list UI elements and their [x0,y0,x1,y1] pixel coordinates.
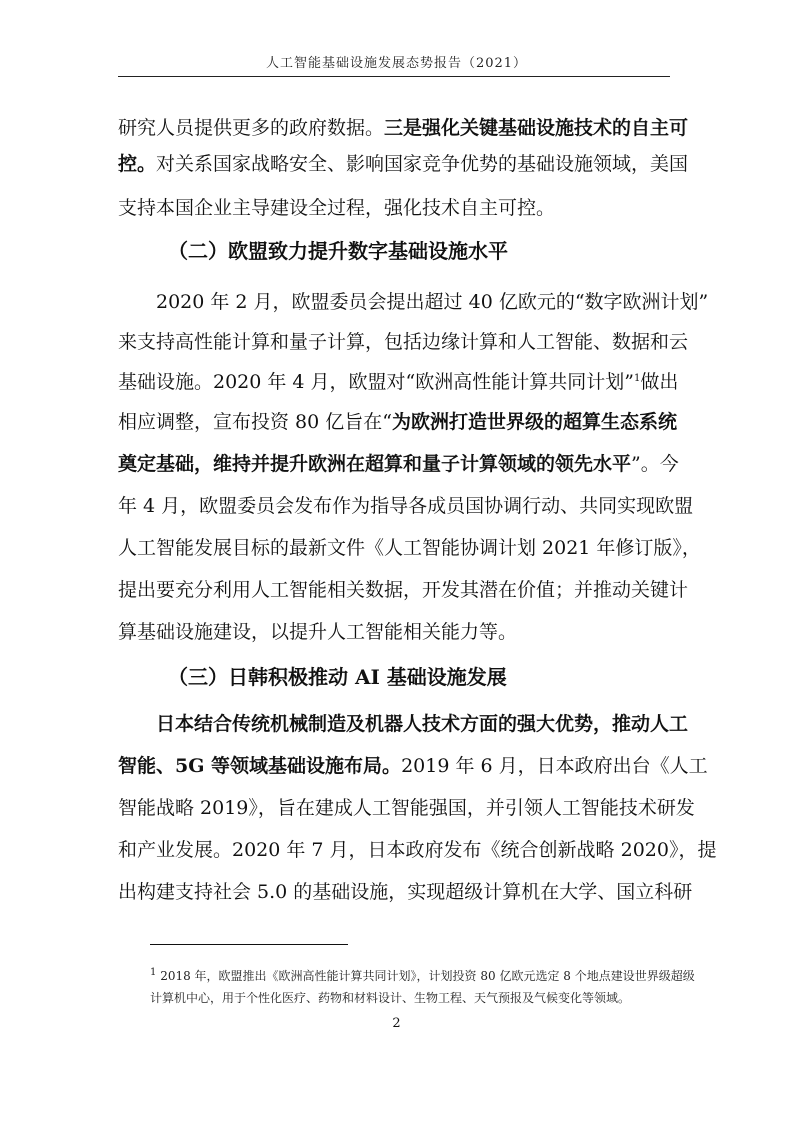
footnote-line: 计算机中心，用于个性化医疗、药物和材料设计、生物工程、天气预报及气候变化等领域。 [150,991,631,1005]
footnote-rule [150,944,348,945]
footnote-line [150,967,695,984]
paragraph-line [118,452,679,476]
paragraph-line: 年 4 月，欧盟委员会发布作为指导各成员国协调行动、共同实现欧盟 [118,495,694,517]
text-run: 研究人员提供更多的政府数据。 [118,117,385,139]
paragraph-line [118,152,689,176]
footnote-ref: 1 [634,373,641,384]
paragraph-line: 出构建支持社会 5.0 的基础设施，实现超级计算机在大学、国立科研 [118,881,693,903]
paragraph-line [118,410,677,434]
paragraph-line [118,116,689,140]
running-header: 人工智能基础设施发展态势报告（2021） [265,56,528,71]
section-heading: （二）欧盟致力提升数字基础设施水平 [168,239,508,263]
page-number: 2 [392,1016,401,1031]
paragraph-line [118,754,708,778]
paragraph-line [118,370,679,394]
text-run: 基础设施。2020 年 4 月，欧盟对“欧洲高性能计算共同计划” [118,371,634,393]
section-heading: （三）日韩积极推动 AI 基础设施发展 [168,665,507,689]
paragraph-line: 人工智能发展目标的最新文件《人工智能协调计划 2021 年修订版》， [118,537,701,559]
footnote-marker: 1 [150,967,157,978]
paragraph-line: 日本结合传统机械制造及机器人技术方面的强大优势，推动人工 [156,713,689,735]
bold-text-run: 三是强化关键基础设施技术的自主可 [384,117,689,139]
bold-text-run: 智能、5G 等领域基础设施布局。 [118,755,402,777]
bold-text-run: 为欧洲打造世界级的超算生态系统 [391,411,677,433]
paragraph-line: 和产业发展。2020 年 7 月，日本政府发布《统合创新战略 2020》，提 [118,839,717,861]
paragraph-line: 来支持高性能计算和量子计算，包括边缘计算和人工智能、数据和云 [118,331,689,353]
text-run: 相应调整，宣布投资 80 亿旨在“ [118,411,392,433]
paragraph-line: 支持本国企业主导建设全过程，强化技术自主可控。 [118,197,556,219]
text-run: 2019 年 6 月，日本政府出台《人工 [401,755,708,777]
footnote-text: 2018 年，欧盟推出《欧洲高性能计算共同计划》，计划投资 80 亿欧元选定 8 个地点建设世界级超级 [156,969,695,983]
header-rule [118,76,670,77]
bold-text-run: 奠定基础，维持并提升欧洲在超算和量子计算领域的领先水平 [118,453,632,475]
text-run: ”。今 [631,453,679,475]
text-run: 做出 [640,371,679,393]
paragraph-line: 智能战略 2019》，旨在建成人工智能强国，并引领人工智能技术研发 [118,797,695,819]
paragraph-line: 2020 年 2 月，欧盟委员会提出超过 40 亿欧元的“数字欧洲计划” [156,291,709,313]
text-run: 对关系国家战略安全、影响国家竞争优势的基础设施领域，美国 [156,153,689,175]
paragraph-line: 算基础设施建设，以提升人工智能相关能力等。 [118,621,518,643]
bold-text-run: 控。 [118,153,157,175]
paragraph-line: 提出要充分利用人工智能相关数据，开发其潜在价值；并推动关键计 [118,579,689,601]
